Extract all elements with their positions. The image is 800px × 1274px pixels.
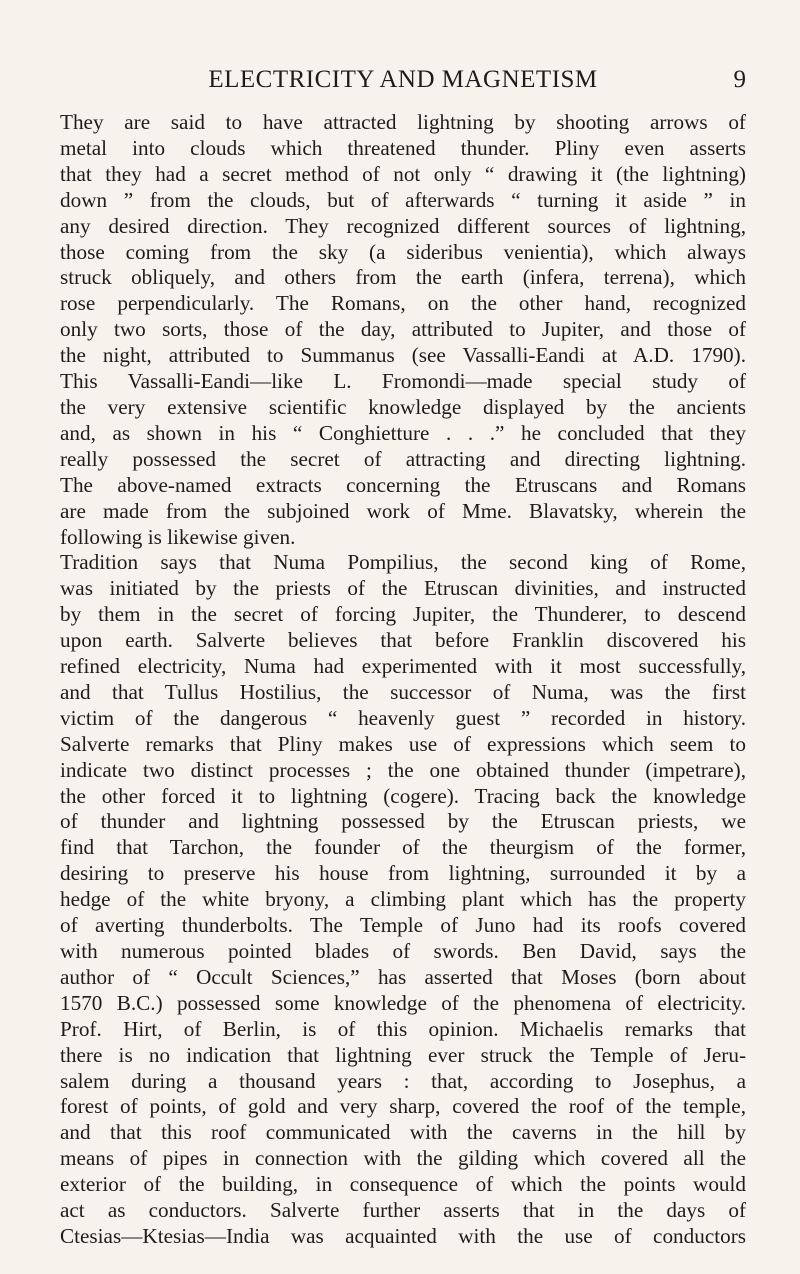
text-line: those coming from the sky (a sideribus venientia), which always	[60, 239, 746, 264]
text-line: find that Tarchon, the founder of the theurgism of the former,	[60, 835, 746, 860]
text-line: hedge of the white bryony, a climbing plant which has the property	[60, 887, 746, 912]
text-line: down ” from the clouds, but of afterwards “ turning it aside ” in	[60, 187, 746, 212]
text-line: there is no indication that lightning ever struck the Temple of Jeru-	[60, 1042, 746, 1067]
text-line: any desired direction. They recognized different sources of lightning,	[60, 213, 746, 238]
running-head	[60, 66, 746, 96]
text-line: metal into clouds which threatened thunder. Pliny even asserts	[60, 135, 746, 160]
paragraph-1	[60, 110, 746, 550]
paragraph-2	[60, 550, 746, 1249]
text-line: Salverte remarks that Pliny makes use of expressions which seem to	[60, 731, 746, 756]
text-line: the very extensive scientific knowledge displayed by the ancients	[60, 394, 746, 419]
text-line: The above-named extracts concerning the Etruscans and Romans	[60, 472, 746, 497]
text-line: Prof. Hirt, of Berlin, is of this opinion. Michaelis remarks that	[60, 1016, 746, 1041]
text-line: upon earth. Salverte believes that before Franklin discovered his	[60, 628, 746, 653]
text-line: indicate two distinct processes ; the one obtained thunder (impetrare),	[60, 757, 746, 782]
text-line: really possessed the secret of attracting and directing lightning.	[60, 446, 746, 471]
text-line: Ctesias—Ktesias—India was acquainted with the use of conductors	[60, 1223, 746, 1248]
text-line: refined electricity, Numa had experimented with it most successfully,	[60, 654, 746, 679]
text-line: by them in the secret of forcing Jupiter, the Thunderer, to descend	[60, 602, 746, 627]
text-line: salem during a thousand years : that, according to Josephus, a	[60, 1068, 746, 1093]
text-line: of averting thunderbolts. The Temple of Juno had its roofs covered	[60, 913, 746, 938]
text-line: author of “ Occult Sciences,” has asserted that Moses (born about	[60, 964, 746, 989]
text-line: and, as shown in his “ Conghietture . . .” he concluded that they	[60, 420, 746, 445]
text-line: the night, attributed to Summanus (see Vassalli-Eandi at A.D. 1790).	[60, 343, 746, 368]
text-line: Tradition says that Numa Pompilius, the second king of Rome,	[60, 550, 746, 575]
text-line: rose perpendicularly. The Romans, on the other hand, recognized	[60, 291, 746, 316]
text-line: following is likewise given.	[60, 524, 296, 549]
text-line: 1570 B.C.) possessed some knowledge of the phenomena of electricity.	[60, 990, 746, 1015]
text-line: victim of the dangerous “ heavenly guest ” recorded in history.	[60, 705, 746, 730]
body-text	[60, 110, 746, 1250]
text-line: of thunder and lightning possessed by the Etruscan priests, we	[60, 809, 746, 834]
text-line: are made from the subjoined work of Mme. Blavatsky, wherein the	[60, 498, 746, 523]
text-line: struck obliquely, and others from the earth (infera, terrena), which	[60, 265, 746, 290]
text-line: This Vassalli-Eandi—like L. Fromondi—made special study of	[60, 369, 746, 394]
text-line: and that Tullus Hostilius, the successor of Numa, was the first	[60, 679, 746, 704]
text-line: forest of points, of gold and very sharp, covered the roof of the temple,	[60, 1094, 746, 1119]
text-line: act as conductors. Salverte further asserts that in the days of	[60, 1198, 746, 1223]
text-line: the other forced it to lightning (cogere). Tracing back the knowledge	[60, 783, 746, 808]
page-number: 9	[733, 66, 746, 93]
text-line: with numerous pointed blades of swords. Ben David, says the	[60, 939, 746, 963]
text-line: and that this roof communicated with the caverns in the hill by	[60, 1120, 746, 1145]
text-line: that they had a secret method of not only “ drawing it (the lightning)	[60, 161, 746, 186]
text-line: They are said to have attracted lightning by shooting arrows of	[60, 110, 746, 134]
chapter-title: ELECTRICITY AND MAGNETISM	[208, 66, 598, 93]
text-line: was initiated by the priests of the Etruscan divinities, and instructed	[60, 576, 746, 601]
text-line: exterior of the building, in consequence of which the points would	[60, 1172, 746, 1197]
text-line: desiring to preserve his house from lightning, surrounded it by a	[60, 861, 746, 886]
text-line: only two sorts, those of the day, attributed to Jupiter, and those of	[60, 317, 746, 342]
text-line: means of pipes in connection with the gilding which covered all the	[60, 1146, 746, 1171]
